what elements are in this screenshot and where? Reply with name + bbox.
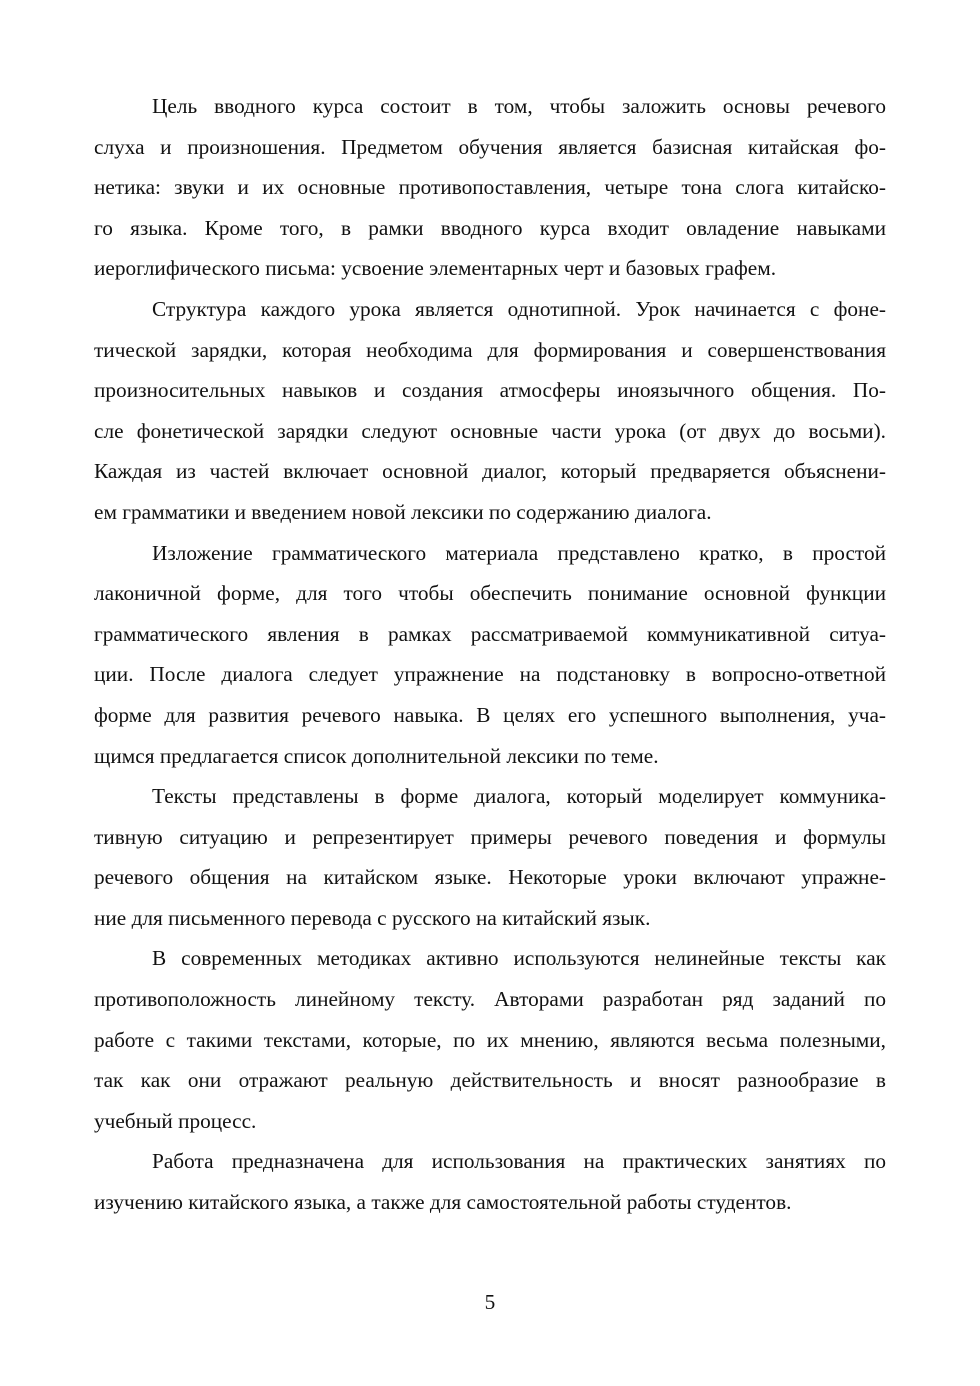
paragraph-3-line-3: грамматического явления в рамках рассматриваемой коммуникативной ситуа- bbox=[94, 621, 886, 646]
paragraph-4-line-2: тивную ситуацию и репрезентирует примеры речевого поведения и формулы bbox=[94, 824, 886, 849]
paragraph-1-line-3: нетика: звуки и их основные противопоставления, четыре тона слога китайско- bbox=[94, 175, 886, 200]
paragraph-4-line-1: Тексты представлены в форме диалога, который моделирует коммуника- bbox=[152, 784, 886, 809]
page-number: 5 bbox=[484, 1290, 496, 1314]
paragraph-1-line-5: иероглифического письма: усвоение элементарных черт и базовых графем. bbox=[94, 256, 777, 281]
paragraph-6-line-1: Работа предназначена для использования на практических занятиях по bbox=[152, 1149, 886, 1174]
paragraph-2-line-2: тической зарядки, которая необходима для формирования и совершенствования bbox=[94, 337, 886, 362]
paragraph-3-line-5: форме для развития речевого навыка. В целях его успешного выполнения, уча- bbox=[94, 702, 886, 727]
paragraph-4-line-4: ние для письменного перевода с русского на китайский язык. bbox=[94, 905, 651, 930]
paragraph-2-line-1: Структура каждого урока является однотипной. Урок начинается с фоне- bbox=[152, 296, 886, 321]
paragraph-1-line-4: го языка. Кроме того, в рамки вводного курса входит овладение навыками bbox=[94, 215, 886, 240]
paragraph-2-line-6: ем грамматики и введением новой лексики по содержанию диалога. bbox=[94, 499, 712, 524]
paragraph-2-line-5: Каждая из частей включает основной диалог, который предваряется объяснени- bbox=[94, 459, 886, 484]
paragraph-5-line-1: В современных методиках активно используются нелинейные тексты как bbox=[152, 946, 886, 971]
paragraph-5-line-5: учебный процесс. bbox=[94, 1108, 257, 1133]
paragraph-5-line-2: противоположность линейному тексту. Авторами разработан ряд заданий по bbox=[94, 987, 886, 1012]
paragraph-3-line-6: щимся предлагается список дополнительной лексики по теме. bbox=[94, 743, 659, 768]
paragraph-3-line-1: Изложение грамматического материала представлено кратко, в простой bbox=[152, 540, 886, 565]
paragraph-2-line-3: произносительных навыков и создания атмосферы иноязычного общения. По- bbox=[94, 378, 886, 403]
paragraph-5-line-3: работе с такими текстами, которые, по их мнению, являются весьма полезными, bbox=[94, 1027, 886, 1052]
paragraph-1-line-1: Цель вводного курса состоит в том, чтобы заложить основы речевого bbox=[152, 94, 886, 118]
paragraph-6-line-2: изучению китайского языка, а также для самостоятельной работы студентов. bbox=[94, 1190, 792, 1215]
paragraph-1-line-2: слуха и произношения. Предметом обучения является базисная китайская фо- bbox=[94, 134, 886, 159]
paragraph-2-line-4: сле фонетической зарядки следуют основные части урока (от двух до восьми). bbox=[94, 418, 886, 443]
paragraph-4-line-3: речевого общения на китайском языке. Некоторые уроки включают упражне- bbox=[94, 865, 886, 890]
paragraph-3-line-4: ции. После диалога следует упражнение на подстановку в вопросно-ответной bbox=[94, 662, 886, 687]
paragraph-5-line-4: так как они отражают реальную действительность и вносят разнообразие в bbox=[94, 1068, 886, 1093]
paragraph-3-line-2: лаконичной форме, для того чтобы обеспечить понимание основной функции bbox=[94, 581, 886, 606]
body-text bbox=[94, 86, 886, 1223]
